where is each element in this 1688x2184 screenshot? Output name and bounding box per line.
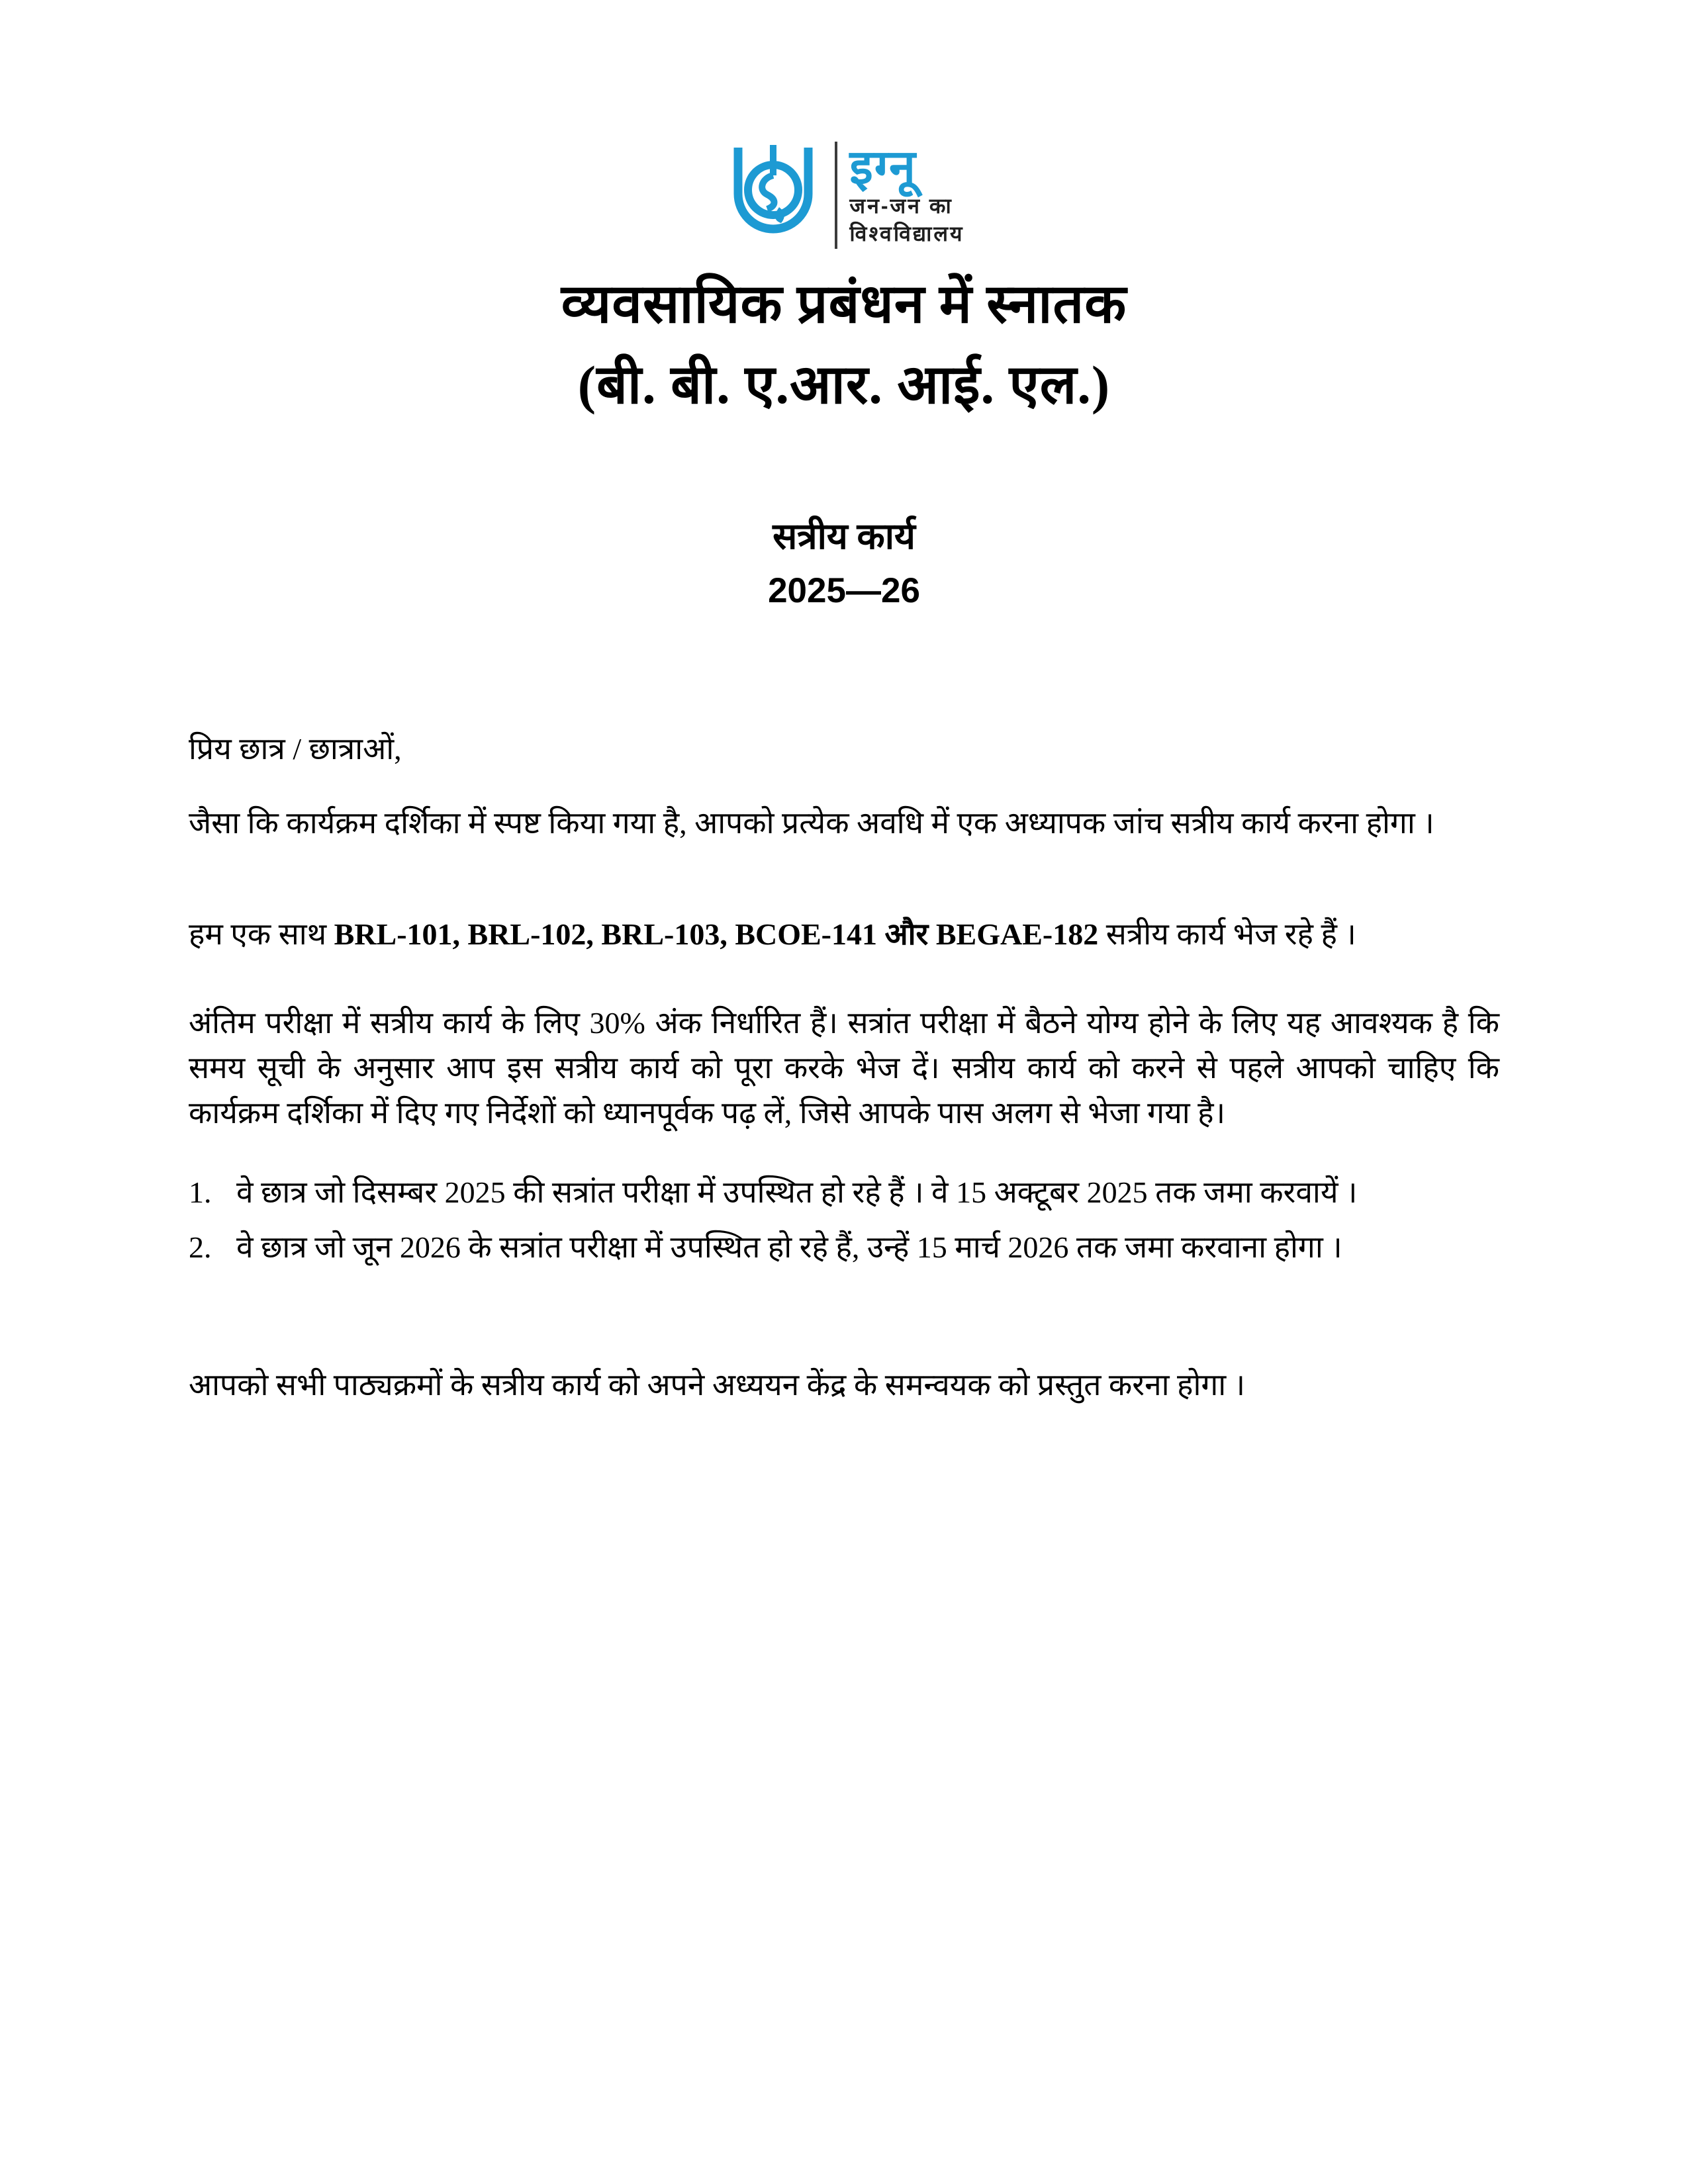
letter-body <box>189 727 1499 1408</box>
programme-abbreviation: (बी. बी. ए.आर. आई. एल.) <box>577 355 1111 415</box>
salutation: प्रिय छात्र / छात्राओं, <box>189 732 402 766</box>
logo-tagline-line1: जन-जन का <box>849 194 953 218</box>
document-type: सत्रीय कार्य <box>773 516 915 557</box>
list-item <box>189 1170 1499 1215</box>
list-item-number: 1. <box>189 1175 212 1210</box>
programme-title: व्यवसायिक प्रबंधन में स्नातक <box>561 274 1127 334</box>
deadline-list <box>189 1170 1499 1269</box>
ignou-logo <box>724 136 964 255</box>
course-codes-prefix: हम एक साथ <box>189 917 334 952</box>
course-codes-suffix: सत्रीय कार्य भेज रहे हैं । <box>1098 917 1356 952</box>
list-item-text: वे छात्र जो दिसम्बर 2025 की सत्रांत परीक्षा में उपस्थित हो रहे हैं । वे 15 अक्टूबर 2025 तक जमा करवायें । <box>236 1175 1358 1210</box>
paragraph-closing: आपको सभी पाठ्यक्रमों के सत्रीय कार्य को अपने अध्ययन केंद्र के समन्वयक को प्रस्तुत करना होगा । <box>189 1367 1246 1402</box>
paragraph-marks-instructions: अंतिम परीक्षा में सत्रीय कार्य के लिए 30% अंक निर्धारित हैं। सत्रांत परीक्षा में बैठने योग्य होने के लिए यह आवश्यक है कि समय सूची के अनुसार आप इस सत्रीय कार्य को पूरा करके भेज दें। सत्रीय कार्य को करने से पहले आपको चाहिए कि कार्यक्रम दर्शिका में दिए गए निर्देशों को ध्यानपूर्वक पढ़ लें, जिसे आपके पास अलग से भेजा गया है। <box>189 1006 1499 1130</box>
letterhead <box>0 0 1688 611</box>
session-year: 2025—26 <box>768 571 920 610</box>
list-item <box>189 1225 1499 1270</box>
list-item-text: वे छात्र जो जून 2026 के सत्रांत परीक्षा में उपस्थित हो रहे हैं, उन्हें 15 मार्च 2026 तक जमा करवाना होगा । <box>236 1230 1342 1264</box>
list-item-number: 2. <box>189 1230 212 1264</box>
logo-text <box>849 141 964 247</box>
logo-tagline-line2: विश्वविद्यालय <box>849 222 964 246</box>
paragraph-guide-note: जैसा कि कार्यक्रम दर्शिका में स्पष्ट किया गया है, आपको प्रत्येक अवधि में एक अध्यापक जांच सत्रीय कार्य करना होगा । <box>189 806 1434 841</box>
paragraph-course-codes <box>189 912 1499 957</box>
logo-acronym: इग्नू <box>849 141 917 195</box>
logo-divider <box>835 142 837 249</box>
course-codes: BRL-101, BRL-102, BRL-103, BCOE-141 और BEGAE-182 <box>334 917 1099 952</box>
ignou-emblem-icon <box>724 138 823 252</box>
